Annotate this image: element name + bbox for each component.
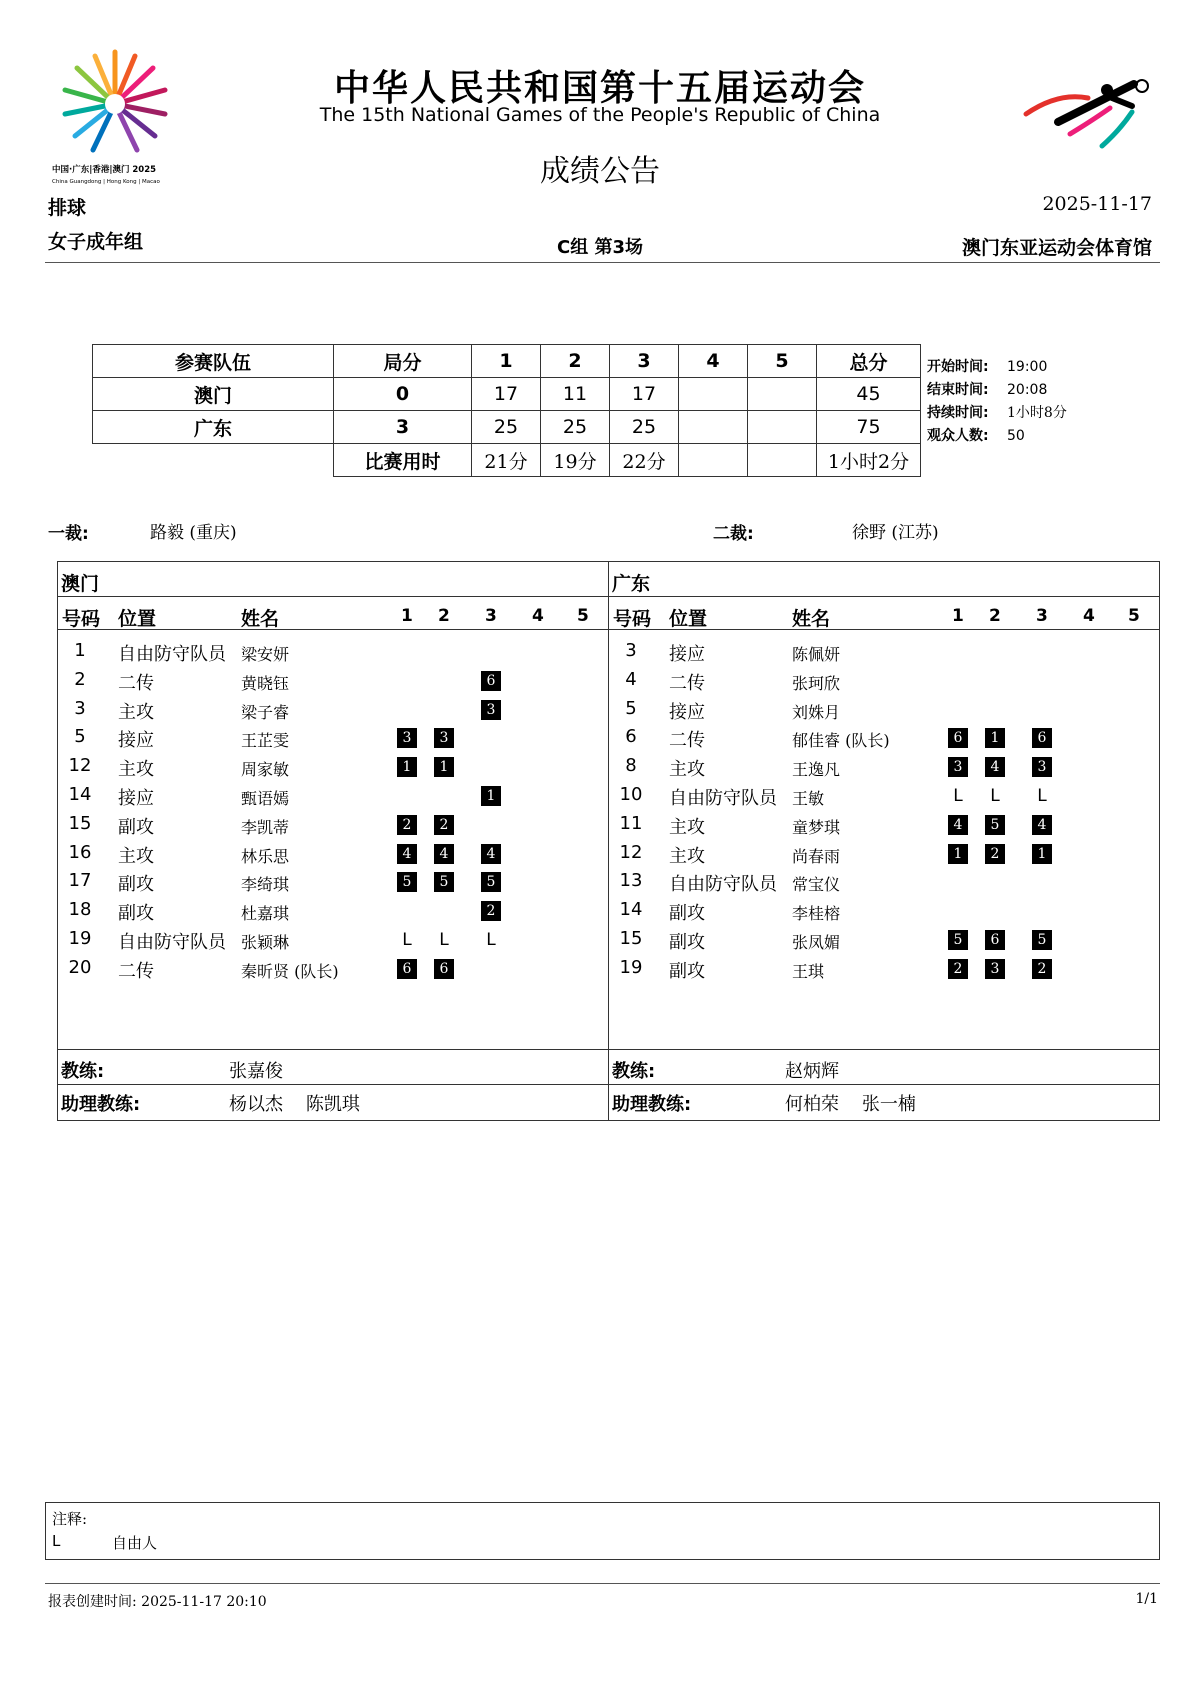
player-number: 19 xyxy=(619,956,643,978)
team-roster-right xyxy=(609,562,1159,1120)
player-position: 副攻 xyxy=(669,903,705,925)
player-row xyxy=(58,810,608,838)
rotation-position: 2 xyxy=(985,844,1005,864)
duration-label: 比赛用时 xyxy=(334,444,472,477)
position-header: 位置 xyxy=(669,608,708,630)
logo-caption-en: China Guangdong | Hong Kong | Macao xyxy=(52,179,160,185)
player-name: 常宝仪 xyxy=(792,875,841,895)
set-score: 11 xyxy=(541,378,610,411)
total-duration: 1小时2分 xyxy=(817,444,921,477)
player-name: 郁佳睿 (队长) xyxy=(792,731,890,751)
document-title: 成绩公告 xyxy=(540,154,660,189)
rotation-position: 1 xyxy=(434,757,454,777)
player-name: 秦昕贤 (队长) xyxy=(241,961,339,981)
libero-marker: L xyxy=(486,930,496,950)
rotation-position: 5 xyxy=(985,815,1005,835)
set-header: 1 xyxy=(952,606,964,626)
logo-caption: 中国·广东|香港|澳门 2025 xyxy=(52,165,157,175)
player-name: 王敏 xyxy=(792,789,825,808)
rotation-position: 1 xyxy=(1032,844,1052,864)
set-score xyxy=(679,411,748,444)
player-number: 16 xyxy=(68,841,92,863)
player-name: 周家敏 xyxy=(241,760,290,780)
player-position: 自由防守队员 xyxy=(669,788,777,809)
set-score xyxy=(679,378,748,411)
player-name: 陈佩妍 xyxy=(792,645,841,664)
set-score: 17 xyxy=(610,378,679,411)
header-team: 参赛队伍 xyxy=(93,345,334,378)
player-name: 尚春雨 xyxy=(792,846,841,866)
coach-label: 教练: xyxy=(612,1061,656,1082)
duration-row xyxy=(93,444,921,477)
player-position: 自由防守队员 xyxy=(118,932,226,953)
set-header: 4 xyxy=(532,606,544,626)
first-referee: 路毅 (重庆) xyxy=(150,523,237,543)
start-time-label: 开始时间: xyxy=(927,359,989,375)
assistant-coach-names: 杨以杰 陈凯琪 xyxy=(229,1094,360,1115)
second-referee: 徐野 (江苏) xyxy=(852,523,939,543)
player-number: 8 xyxy=(625,755,637,777)
position-header: 位置 xyxy=(118,608,157,630)
coach-name: 赵炳辉 xyxy=(785,1061,839,1082)
team-rosters xyxy=(57,561,1160,1121)
rotation-position: 1 xyxy=(948,844,968,864)
rotation-position: 5 xyxy=(1032,930,1052,950)
player-name: 李凯蒂 xyxy=(241,817,290,837)
rotation-position: 3 xyxy=(1032,757,1052,777)
player-position: 自由防守队员 xyxy=(118,644,226,665)
player-row xyxy=(58,781,608,809)
player-number: 18 xyxy=(68,899,92,921)
match-date: 2025-11-17 xyxy=(1042,193,1152,215)
player-position: 二传 xyxy=(118,960,154,982)
rotation-position: 1 xyxy=(481,786,501,806)
player-row xyxy=(58,666,608,694)
player-row xyxy=(58,867,608,895)
second-referee-label: 二裁: xyxy=(713,524,754,544)
audience-label: 观众人数: xyxy=(927,428,989,444)
audience: 50 xyxy=(1007,428,1025,444)
rotation-position: 4 xyxy=(1032,815,1052,835)
roster-divider xyxy=(609,629,1159,630)
player-position: 接应 xyxy=(669,701,705,723)
rotation-position: 4 xyxy=(985,757,1005,777)
header-sets: 局分 xyxy=(334,345,472,378)
start-time: 19:00 xyxy=(1007,359,1048,375)
player-name: 童梦琪 xyxy=(792,817,841,837)
player-number: 1 xyxy=(74,640,86,661)
rotation-position: 3 xyxy=(481,700,501,720)
player-row xyxy=(609,637,1159,665)
player-row xyxy=(58,954,608,982)
empty-cell xyxy=(93,444,334,477)
player-row xyxy=(609,954,1159,982)
games-title-cn: 中华人民共和国第十五届运动会 xyxy=(333,68,866,109)
team-name: 澳门 xyxy=(93,378,334,411)
rotation-position: 3 xyxy=(397,728,417,748)
score-row xyxy=(93,378,921,411)
player-number: 17 xyxy=(68,870,92,892)
sets-won: 3 xyxy=(334,411,472,444)
header-set-2: 2 xyxy=(541,345,610,378)
roster-divider xyxy=(609,596,1159,597)
player-position: 二传 xyxy=(118,672,154,694)
set-score xyxy=(748,411,817,444)
sets-won: 0 xyxy=(334,378,472,411)
games-title-en: The 15th National Games of the People's Republic of China xyxy=(319,104,881,126)
header-set-1: 1 xyxy=(472,345,541,378)
end-time: 20:08 xyxy=(1007,382,1048,398)
player-position: 副攻 xyxy=(118,874,154,896)
page-number: 1/1 xyxy=(1135,1591,1158,1607)
player-position: 主攻 xyxy=(669,845,705,867)
player-position: 主攻 xyxy=(118,845,154,867)
player-name: 梁子睿 xyxy=(241,702,290,722)
rotation-position: 6 xyxy=(985,930,1005,950)
set-header: 3 xyxy=(485,606,497,626)
notes-title: 注释: xyxy=(52,1510,88,1528)
set-score: 25 xyxy=(541,411,610,444)
player-name: 张珂欣 xyxy=(792,673,841,693)
roster-divider xyxy=(609,1084,1159,1085)
team-name: 广东 xyxy=(612,573,651,595)
player-name: 王芷雯 xyxy=(241,731,290,751)
player-name: 林乐思 xyxy=(241,846,290,866)
player-position: 副攻 xyxy=(118,903,154,925)
player-number: 3 xyxy=(625,640,637,661)
roster-divider xyxy=(58,596,608,597)
player-name: 杜嘉琪 xyxy=(241,904,290,924)
set-duration: 21分 xyxy=(472,444,541,477)
duration-label: 持续时间: xyxy=(927,405,989,421)
notes-key: L xyxy=(52,1532,61,1550)
player-number: 12 xyxy=(619,841,643,863)
score-table xyxy=(92,344,921,477)
player-row xyxy=(609,752,1159,780)
player-position: 主攻 xyxy=(669,759,705,781)
rotation-position: 5 xyxy=(948,930,968,950)
match-info xyxy=(927,356,1067,448)
player-number: 13 xyxy=(619,870,643,892)
footer-divider xyxy=(45,1583,1160,1584)
rotation-position: 3 xyxy=(985,959,1005,979)
score-row xyxy=(93,411,921,444)
roster-divider xyxy=(58,629,608,630)
player-row xyxy=(58,752,608,780)
player-name: 李绮琪 xyxy=(241,875,290,895)
assistant-coach-label: 助理教练: xyxy=(612,1094,692,1115)
set-duration xyxy=(679,444,748,477)
set-header: 2 xyxy=(438,606,450,626)
rotation-position: 5 xyxy=(434,872,454,892)
player-position: 主攻 xyxy=(669,816,705,838)
player-name: 张凤媚 xyxy=(792,933,841,952)
player-name: 甄语嫣 xyxy=(241,789,290,808)
header-divider xyxy=(45,262,1160,263)
player-number: 11 xyxy=(619,812,643,834)
player-number: 19 xyxy=(68,928,92,949)
team-roster-left xyxy=(58,562,609,1120)
player-number: 20 xyxy=(68,956,92,978)
player-row xyxy=(609,781,1159,809)
rotation-position: 2 xyxy=(434,815,454,835)
set-score xyxy=(748,378,817,411)
player-row xyxy=(58,637,608,665)
set-header: 4 xyxy=(1083,606,1095,626)
player-position: 接应 xyxy=(118,730,154,752)
player-number: 12 xyxy=(68,755,92,777)
player-name: 刘姝月 xyxy=(792,702,841,722)
venue: 澳门东亚运动会体育馆 xyxy=(961,237,1152,259)
rotation-position: 1 xyxy=(397,757,417,777)
rotation-position: 1 xyxy=(985,728,1005,748)
rotation-position: 4 xyxy=(481,844,501,864)
set-score: 25 xyxy=(472,411,541,444)
rotation-position: 6 xyxy=(948,728,968,748)
player-position: 接应 xyxy=(669,644,705,665)
set-duration: 19分 xyxy=(541,444,610,477)
player-number: 5 xyxy=(625,697,637,719)
header-set-3: 3 xyxy=(610,345,679,378)
header-total: 总分 xyxy=(817,345,921,378)
score-header-row xyxy=(93,345,921,378)
player-number: 3 xyxy=(74,697,86,719)
player-row xyxy=(609,839,1159,867)
coach-name: 张嘉俊 xyxy=(229,1061,283,1082)
coach-label: 教练: xyxy=(61,1061,105,1082)
player-row xyxy=(58,896,608,924)
rotation-position: 2 xyxy=(481,901,501,921)
notes-box xyxy=(45,1502,1160,1560)
player-row xyxy=(609,666,1159,694)
player-name: 李桂榕 xyxy=(792,904,841,924)
player-row xyxy=(609,810,1159,838)
rotation-position: 6 xyxy=(481,671,501,691)
set-score: 25 xyxy=(610,411,679,444)
header-set-4: 4 xyxy=(679,345,748,378)
rotation-position: 6 xyxy=(397,959,417,979)
player-row xyxy=(609,925,1159,953)
rotation-position: 4 xyxy=(434,844,454,864)
player-number: 10 xyxy=(619,784,643,805)
libero-marker: L xyxy=(1037,786,1047,806)
competition-group: 女子成年组 xyxy=(48,231,144,253)
libero-marker: L xyxy=(990,786,1000,806)
player-position: 二传 xyxy=(669,730,705,752)
number-header: 号码 xyxy=(62,608,101,630)
player-name: 黄晓钰 xyxy=(241,673,290,693)
set-header: 3 xyxy=(1036,606,1048,626)
rotation-position: 2 xyxy=(1032,959,1052,979)
player-row xyxy=(58,723,608,751)
player-name: 王琪 xyxy=(792,961,825,981)
player-number: 2 xyxy=(74,668,86,690)
rotation-position: 2 xyxy=(948,959,968,979)
player-row xyxy=(609,723,1159,751)
player-position: 自由防守队员 xyxy=(669,874,777,896)
libero-marker: L xyxy=(439,930,449,950)
rotation-position: 5 xyxy=(481,872,501,892)
libero-marker: L xyxy=(953,786,963,806)
player-number: 4 xyxy=(625,668,637,690)
end-time-label: 结束时间: xyxy=(927,382,989,398)
player-position: 副攻 xyxy=(669,932,705,953)
roster-divider xyxy=(58,1049,608,1050)
player-row xyxy=(609,695,1159,723)
rotation-position: 4 xyxy=(397,844,417,864)
set-header: 5 xyxy=(1128,606,1140,626)
assistant-coach-label: 助理教练: xyxy=(61,1094,141,1115)
sport-name: 排球 xyxy=(48,197,87,219)
assistant-coach-names: 何柏荣 张一楠 xyxy=(785,1094,916,1115)
rotation-position: 3 xyxy=(948,757,968,777)
player-number: 6 xyxy=(625,726,637,748)
match-id: C组 第3场 xyxy=(556,237,643,258)
set-header: 5 xyxy=(577,606,589,626)
name-header: 姓名 xyxy=(792,608,831,630)
player-position: 副攻 xyxy=(669,960,705,982)
player-row xyxy=(609,896,1159,924)
rotation-position: 3 xyxy=(434,728,454,748)
player-position: 主攻 xyxy=(118,701,154,723)
player-row xyxy=(58,925,608,953)
roster-divider xyxy=(609,1049,1159,1050)
player-position: 二传 xyxy=(669,672,705,694)
number-header: 号码 xyxy=(613,608,652,630)
player-name: 张颖琳 xyxy=(241,933,290,952)
total-score: 75 xyxy=(817,411,921,444)
player-row xyxy=(58,695,608,723)
player-number: 15 xyxy=(68,812,92,834)
first-referee-label: 一裁: xyxy=(48,524,89,544)
player-position: 副攻 xyxy=(118,816,154,838)
rotation-position: 2 xyxy=(397,815,417,835)
rotation-position: 6 xyxy=(434,959,454,979)
libero-marker: L xyxy=(402,930,412,950)
name-header: 姓名 xyxy=(241,608,280,630)
rotation-position: 4 xyxy=(948,815,968,835)
total-score: 45 xyxy=(817,378,921,411)
player-row xyxy=(58,839,608,867)
set-duration xyxy=(748,444,817,477)
report-created: 报表创建时间: 2025-11-17 20:10 xyxy=(48,1594,267,1610)
notes-value: 自由人 xyxy=(112,1534,158,1552)
set-duration: 22分 xyxy=(610,444,679,477)
player-name: 王逸凡 xyxy=(792,760,841,780)
player-position: 主攻 xyxy=(118,759,154,781)
player-number: 14 xyxy=(68,784,92,805)
rotation-position: 6 xyxy=(1032,728,1052,748)
player-number: 15 xyxy=(619,928,643,949)
team-name: 广东 xyxy=(93,411,334,444)
set-header: 2 xyxy=(989,606,1001,626)
player-position: 接应 xyxy=(118,788,154,809)
player-number: 5 xyxy=(74,726,86,748)
player-number: 14 xyxy=(619,899,643,921)
header-set-5: 5 xyxy=(748,345,817,378)
player-row xyxy=(609,867,1159,895)
player-name: 梁安妍 xyxy=(241,645,290,664)
team-name: 澳门 xyxy=(61,573,100,595)
set-header: 1 xyxy=(401,606,413,626)
roster-divider xyxy=(58,1084,608,1085)
set-score: 17 xyxy=(472,378,541,411)
duration: 1小时8分 xyxy=(1007,405,1067,421)
rotation-position: 5 xyxy=(397,872,417,892)
